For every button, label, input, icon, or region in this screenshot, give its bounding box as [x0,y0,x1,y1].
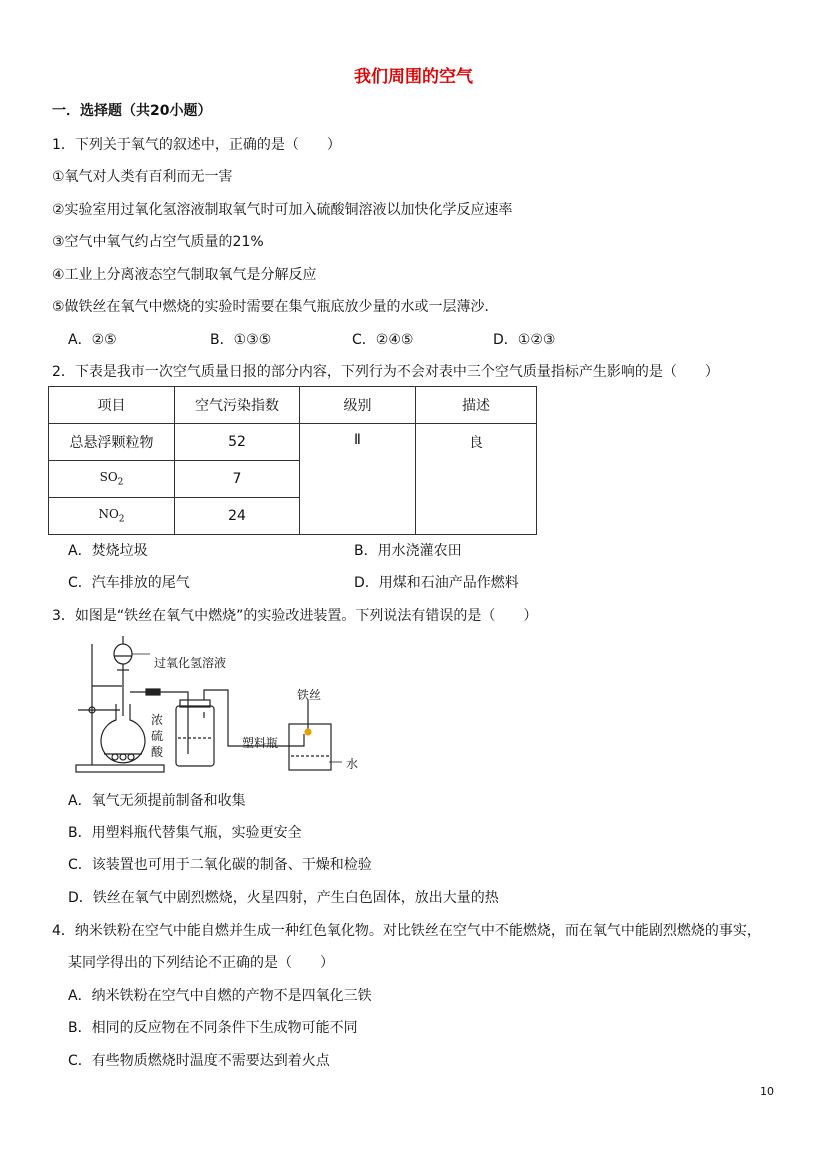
stand-base [76,765,164,772]
question-4-option-b: B．相同的反应物在不同条件下生成物可能不同 [68,1020,358,1036]
table-header: 级别 [300,387,416,424]
question-3-option-b: B．用塑料瓶代替集气瓶，实验更安全 [68,825,302,841]
air-quality-table [48,386,537,535]
rubber-connector [146,689,160,695]
question-1-option-c: C．②④⑤ [352,332,414,348]
question-4-stem: 4．纳米铁粉在空气中能自燃并生成一种红色氧化物。对比铁丝在空气中不能燃烧，而在氧气中能剧烈燃烧的事实， [52,923,761,939]
table-cell-item: $SO_2$ [49,461,175,498]
table-header: 描述 [416,387,537,424]
question-1-item: ⑤做铁丝在氧气中燃烧的实验时需要在集气瓶底放少量的水或一层薄沙． [52,299,499,315]
table-cell-item: $NO_2$ [49,498,175,535]
table-header: 空气污染指数 [175,387,300,424]
table-cell-level: Ⅱ [300,424,416,535]
question-2-option-b: B．用水浇灌农田 [354,543,462,559]
catalyst [112,754,118,760]
question-3-stem: 3．如图是“铁丝在氧气中燃烧”的实验改进装置。下列说法有错误的是（ ） [52,608,538,624]
table-cell-index: 7 [175,461,300,498]
label-acid: 硫 [151,729,164,743]
document-title: 我们周围的空气 [354,67,473,87]
section-heading: 一．选择题（共20小题） [52,103,212,119]
wash-bottle [176,706,214,766]
question-1-option-b: B．①③⑤ [210,332,272,348]
question-2-option-c: C．汽车排放的尾气 [68,575,190,591]
question-1-item: ①氧气对人类有百利而无一害 [52,169,233,185]
question-4-option-c: C．有些物质燃烧时温度不需要达到着火点 [68,1053,330,1069]
question-4-stem-continued: 某同学得出的下列结论不正确的是（ ） [68,955,334,971]
question-2-option-d: D．用煤和石油产品作燃料 [354,575,519,591]
table-header-row [49,387,537,424]
question-3-option-c: C．该装置也可用于二氧化碳的制备、干燥和检验 [68,857,372,873]
table-cell-index: 24 [175,498,300,535]
question-1-option-a: A．②⑤ [68,332,117,348]
question-1-item: ②实验室用过氧化氢溶液制取氧气时可加入硫酸铜溶液以加快化学反应速率 [52,202,513,218]
table-cell-desc: 良 [416,424,537,535]
page-number: 10 [760,1085,774,1098]
flame-icon [305,729,311,735]
catalyst [128,754,134,760]
label-acid: 酸 [151,745,164,759]
catalyst [120,754,126,760]
label-peroxide: 过氧化氢溶液 [154,656,227,670]
label-acid: 浓 [151,713,164,727]
table-cell-index: 52 [175,424,300,461]
question-1-item: ③空气中氧气约占空气质量的21% [52,234,264,250]
table-cell-item: 总悬浮颗粒物 [49,424,175,461]
label-plastic-bottle: 塑料瓶 [242,736,279,750]
separatory-funnel [114,644,132,664]
label-water: 水 [346,757,359,771]
question-4-option-a: A．纳米铁粉在空气中自燃的产物不是四氧化三铁 [68,988,372,1004]
table-header: 项目 [49,387,175,424]
table-row [49,424,537,461]
question-2-option-a: A．焚烧垃圾 [68,543,148,559]
question-1-option-d: D．①②③ [493,332,556,348]
question-2-stem: 2．下表是我市一次空气质量日报的部分内容，下列行为不会对表中三个空气质量指标产生影响的是（ ） [52,364,719,380]
question-3-option-d: D．铁丝在氧气中剧烈燃烧，火星四射，产生白色固体，放出大量的热 [68,890,499,906]
question-3-option-a: A．氧气无须提前制备和收集 [68,793,246,809]
question-1-item: ④工业上分离液态空气制取氧气是分解反应 [52,267,317,283]
question-1-stem: 1．下列关于氧气的叙述中，正确的是（ ） [52,137,341,153]
label-iron-wire: 铁丝 [297,688,322,702]
